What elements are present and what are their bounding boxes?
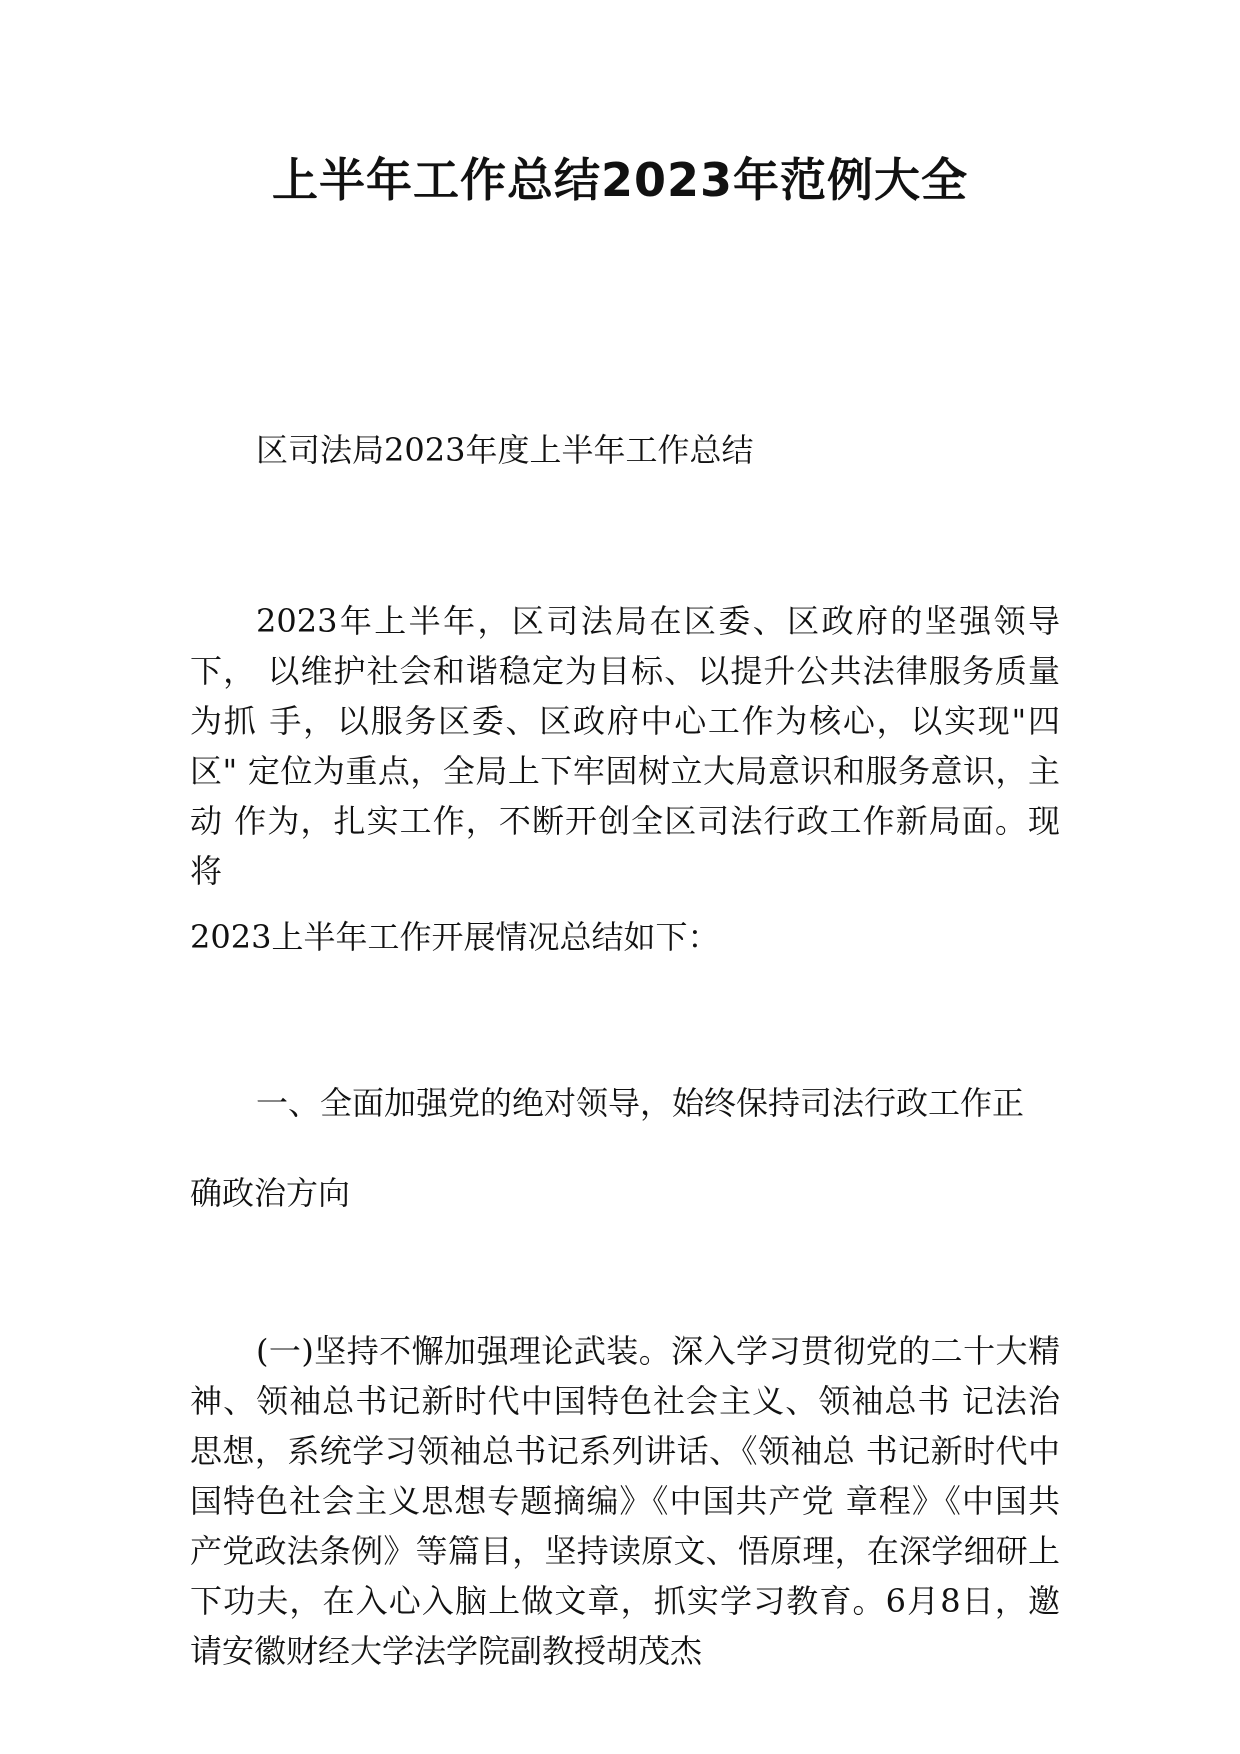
section-heading-line1: 一、全面加强党的绝对领导，始终保持司法行政工作正 (256, 1084, 1025, 1122)
intro-continuation: 2023上半年工作开展情况总结如下： (190, 918, 720, 956)
section-heading-line2: 确政治方向 (190, 1174, 351, 1212)
intro-paragraph: 2023年上半年，区司法局在区委、区政府的坚强领导下， 以维护社会和谐稳定为目标、以提升公共法律服务质量为抓 手，以服务区委、区政府中心工作为核心，以实现"四区" 定位为重点，全局上下牢固树立大局意识和服务意识，主动 作为，扎实工作，不断开创全区司法行政工作新局面。现将 (190, 602, 1060, 890)
section-item-paragraph: (一)坚持不懈加强理论武装。深入学习贯彻党的二十大精神、领袖总书记新时代中国特色社会主义、领袖总书 记法治思想，系统学习领袖总书记系列讲话、《领袖总 书记新时代中国特色社会主义思想专题摘编》《中国共产党 章程》《中国共产党政法条例》等篇目，坚持读原文、悟原理，在深学细研上下功夫，在入心入脑上做文章，抓实学习教育。6月8日，邀请安徽财经大学法学院副教授胡茂杰 (190, 1332, 1060, 1670)
page-title: 上半年工作总结2023年范例大全 (271, 153, 969, 207)
document-subtitle: 区司法局2023年度上半年工作总结 (256, 431, 754, 469)
